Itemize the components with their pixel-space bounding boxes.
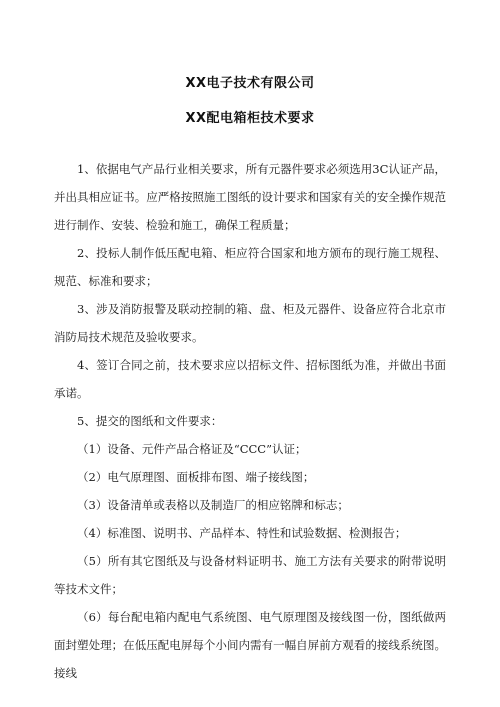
paragraph-2: 2、投标人制作低压配电箱、柜应符合国家和地方颁布的现行施工规程、规范、标准和要求； [54, 246, 446, 288]
paragraph-3: 3、涉及消防报警及联动控制的箱、盘、柜及元器件、设备应符合北京市消防局技术规范及验收要求。 [54, 302, 446, 344]
list-item-4: （4）标准图、说明书、产品样本、特性和试验数据、检测报告； [77, 526, 407, 540]
paragraph-4: 4、签订合同之前，技术要求应以招标文件、招标图纸为准，并做出书面承诺。 [54, 358, 446, 400]
paragraph-5: 5、提交的图纸和文件要求： [77, 414, 223, 428]
document-subject-title: XX配电箱柜技术要求 [185, 111, 315, 126]
list-item-6: （6）每台配电箱内配电气系统图、电气原理图及接线图一份，图纸做两面封塑处理；在低压配电屏每个小间内需有一幅自屏前方观看的接线系统图。接线 [54, 610, 446, 680]
document-body [54, 155, 446, 687]
list-item-3: （3）设备清单或表格以及制造厂的相应铭牌和标志； [77, 498, 349, 512]
list-item-2: （2）电气原理图、面板排布图、端子接线图； [77, 470, 315, 484]
paragraph-1: 1、依据电气产品行业相关要求，所有元器件要求必须选用3C认证产品，并出具相应证书。应严格按照施工图纸的设计要求和国家有关的安全操作规范进行制作、安装、检验和施工，确保工程质量； [54, 162, 446, 232]
list-item-5: （5）所有其它图纸及与设备材料证明书、施工方法有关要求的附带说明等技术文件； [54, 554, 446, 596]
company-title: XX电子技术有限公司 [185, 76, 315, 91]
list-item-1: （1）设备、元件产品合格证及“CCC”认证； [77, 442, 307, 456]
